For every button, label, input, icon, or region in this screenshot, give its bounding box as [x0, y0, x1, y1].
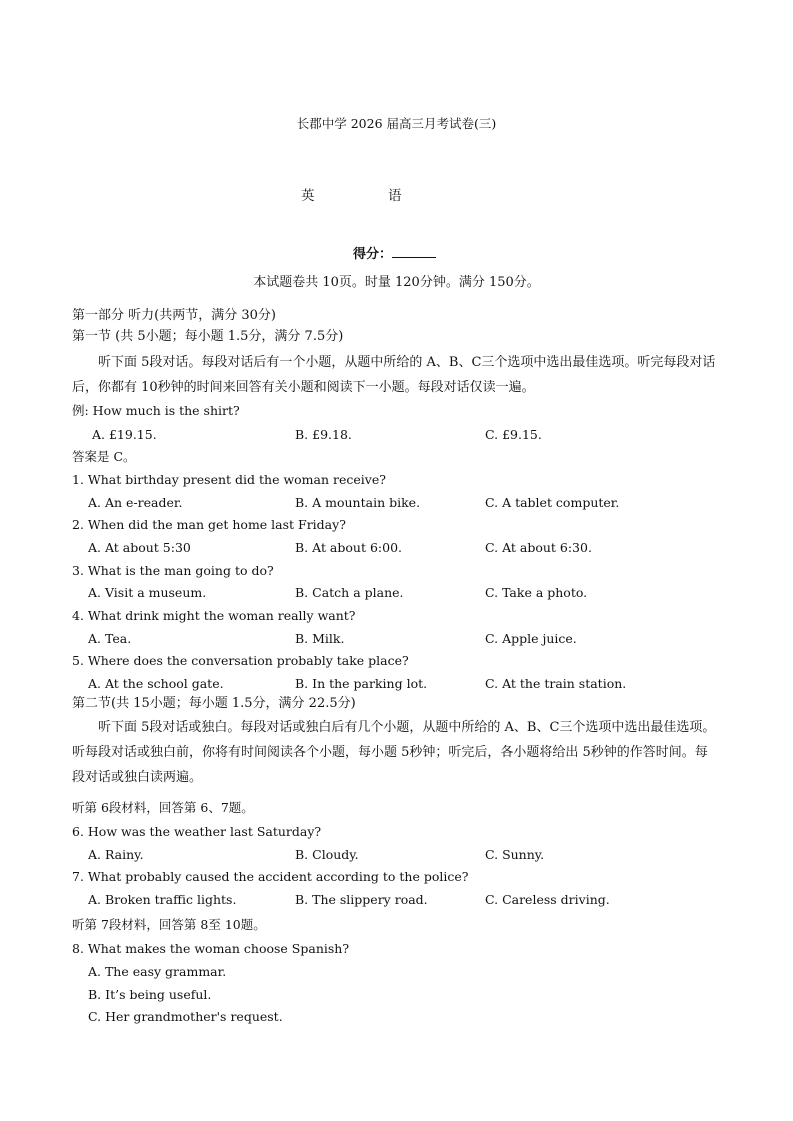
score-label: 得分： [353, 247, 393, 262]
material6-heading: 听第 6段材料，回答第 6、7题。 [72, 800, 254, 815]
question-2: 2. When did the man get home last Friday? [72, 517, 346, 532]
question-1: 1. What birthday present did the woman receive? [72, 472, 386, 487]
question-8: 8. What makes the woman choose Spanish? [72, 941, 350, 956]
question-2-option-a: A. At about 5:30 [88, 540, 191, 555]
section2-title: 第二节(共 15小题；每小题 1.5分，满分 22.5分) [72, 696, 356, 711]
question-5-option-c: C. At the train station. [485, 676, 627, 691]
section2-instructions-text: 听下面 5段对话或独白。每段对话或独白后有几个小题，从题中所给的 A、B、C三个选项中选出最佳选项。听每段对话或独白前，你将有时间阅读各个小题，每小题 5秒钟；听完后，各小题将给出 5秒钟的作答时间。每段对话或独白读两遍。 [72, 720, 716, 785]
question-3-option-b: B. Catch a plane. [295, 585, 404, 600]
question-3-option-c: C. Take a photo. [485, 585, 588, 600]
material7-heading: 听第 7段材料，回答第 8至 10题。 [72, 917, 266, 932]
score-blank [392, 246, 436, 258]
question-2-option-c: C. At about 6:30. [485, 540, 592, 555]
section1-instructions [72, 350, 720, 400]
question-6: 6. How was the weather last Saturday? [72, 824, 322, 839]
question-4-option-b: B. Milk. [295, 631, 345, 646]
question-7-option-c: C. Careless driving. [485, 892, 610, 907]
question-1-option-a: A. An e-reader. [88, 495, 183, 510]
question-6-option-b: B. Cloudy. [295, 847, 359, 862]
question-2-option-b: B. At about 6:00. [295, 540, 403, 555]
section1-instructions-text: 听下面 5段对话。每段对话后有一个小题，从题中所给的 A、B、C三个选项中选出最佳选项。听完每段对话后，你都有 10秒钟的时间来回答有关小题和阅读下一小题。每段对话仅读一遍。 [72, 355, 716, 395]
question-8-option-a: A. The easy grammar. [88, 964, 227, 979]
question-5-option-a: A. At the school gate. [88, 676, 224, 691]
question-5: 5. Where does the conversation probably take place? [72, 653, 409, 668]
question-7-option-a: A. Broken traffic lights. [88, 892, 237, 907]
question-1-option-c: C. A tablet computer. [485, 495, 620, 510]
exam-intro: 本试题卷共 10页。时量 120分钟。满分 150分。 [253, 275, 540, 290]
example-option-a: A. £19.15. [92, 427, 157, 442]
example-option-c: C. £9.15. [485, 427, 542, 442]
question-3-option-a: A. Visit a museum. [88, 585, 207, 600]
subject-char-1: 英 [301, 188, 315, 204]
score-field [353, 246, 436, 261]
question-4-option-a: A. Tea. [88, 631, 132, 646]
section1-title: 第一节 (共 5小题；每小题 1.5分，满分 7.5分) [72, 329, 344, 344]
question-7: 7. What probably caused the accident according to the police? [72, 869, 469, 884]
subject-char-2: 语 [388, 188, 402, 204]
question-7-option-b: B. The slippery road. [295, 892, 428, 907]
example-question: 例: How much is the shirt? [72, 403, 240, 418]
part1-title: 第一部分 听力(共两节，满分 30分) [72, 308, 276, 323]
question-6-option-c: C. Sunny. [485, 847, 545, 862]
question-6-option-a: A. Rainy. [88, 847, 144, 862]
question-8-option-c: C. Her grandmother's request. [88, 1009, 283, 1024]
question-8-option-b: B. It’s being useful. [88, 987, 212, 1002]
question-5-option-b: B. In the parking lot. [295, 676, 428, 691]
exam-title: 长郡中学 2026 届高三月考试卷(三) [296, 116, 497, 131]
question-4: 4. What drink might the woman really want? [72, 608, 356, 623]
example-answer: 答案是 C。 [72, 449, 136, 464]
example-option-b: B. £9.18. [295, 427, 352, 442]
question-4-option-c: C. Apple juice. [485, 631, 577, 646]
question-1-option-b: B. A mountain bike. [295, 495, 421, 510]
section2-instructions [72, 715, 720, 790]
question-3: 3. What is the man going to do? [72, 563, 274, 578]
